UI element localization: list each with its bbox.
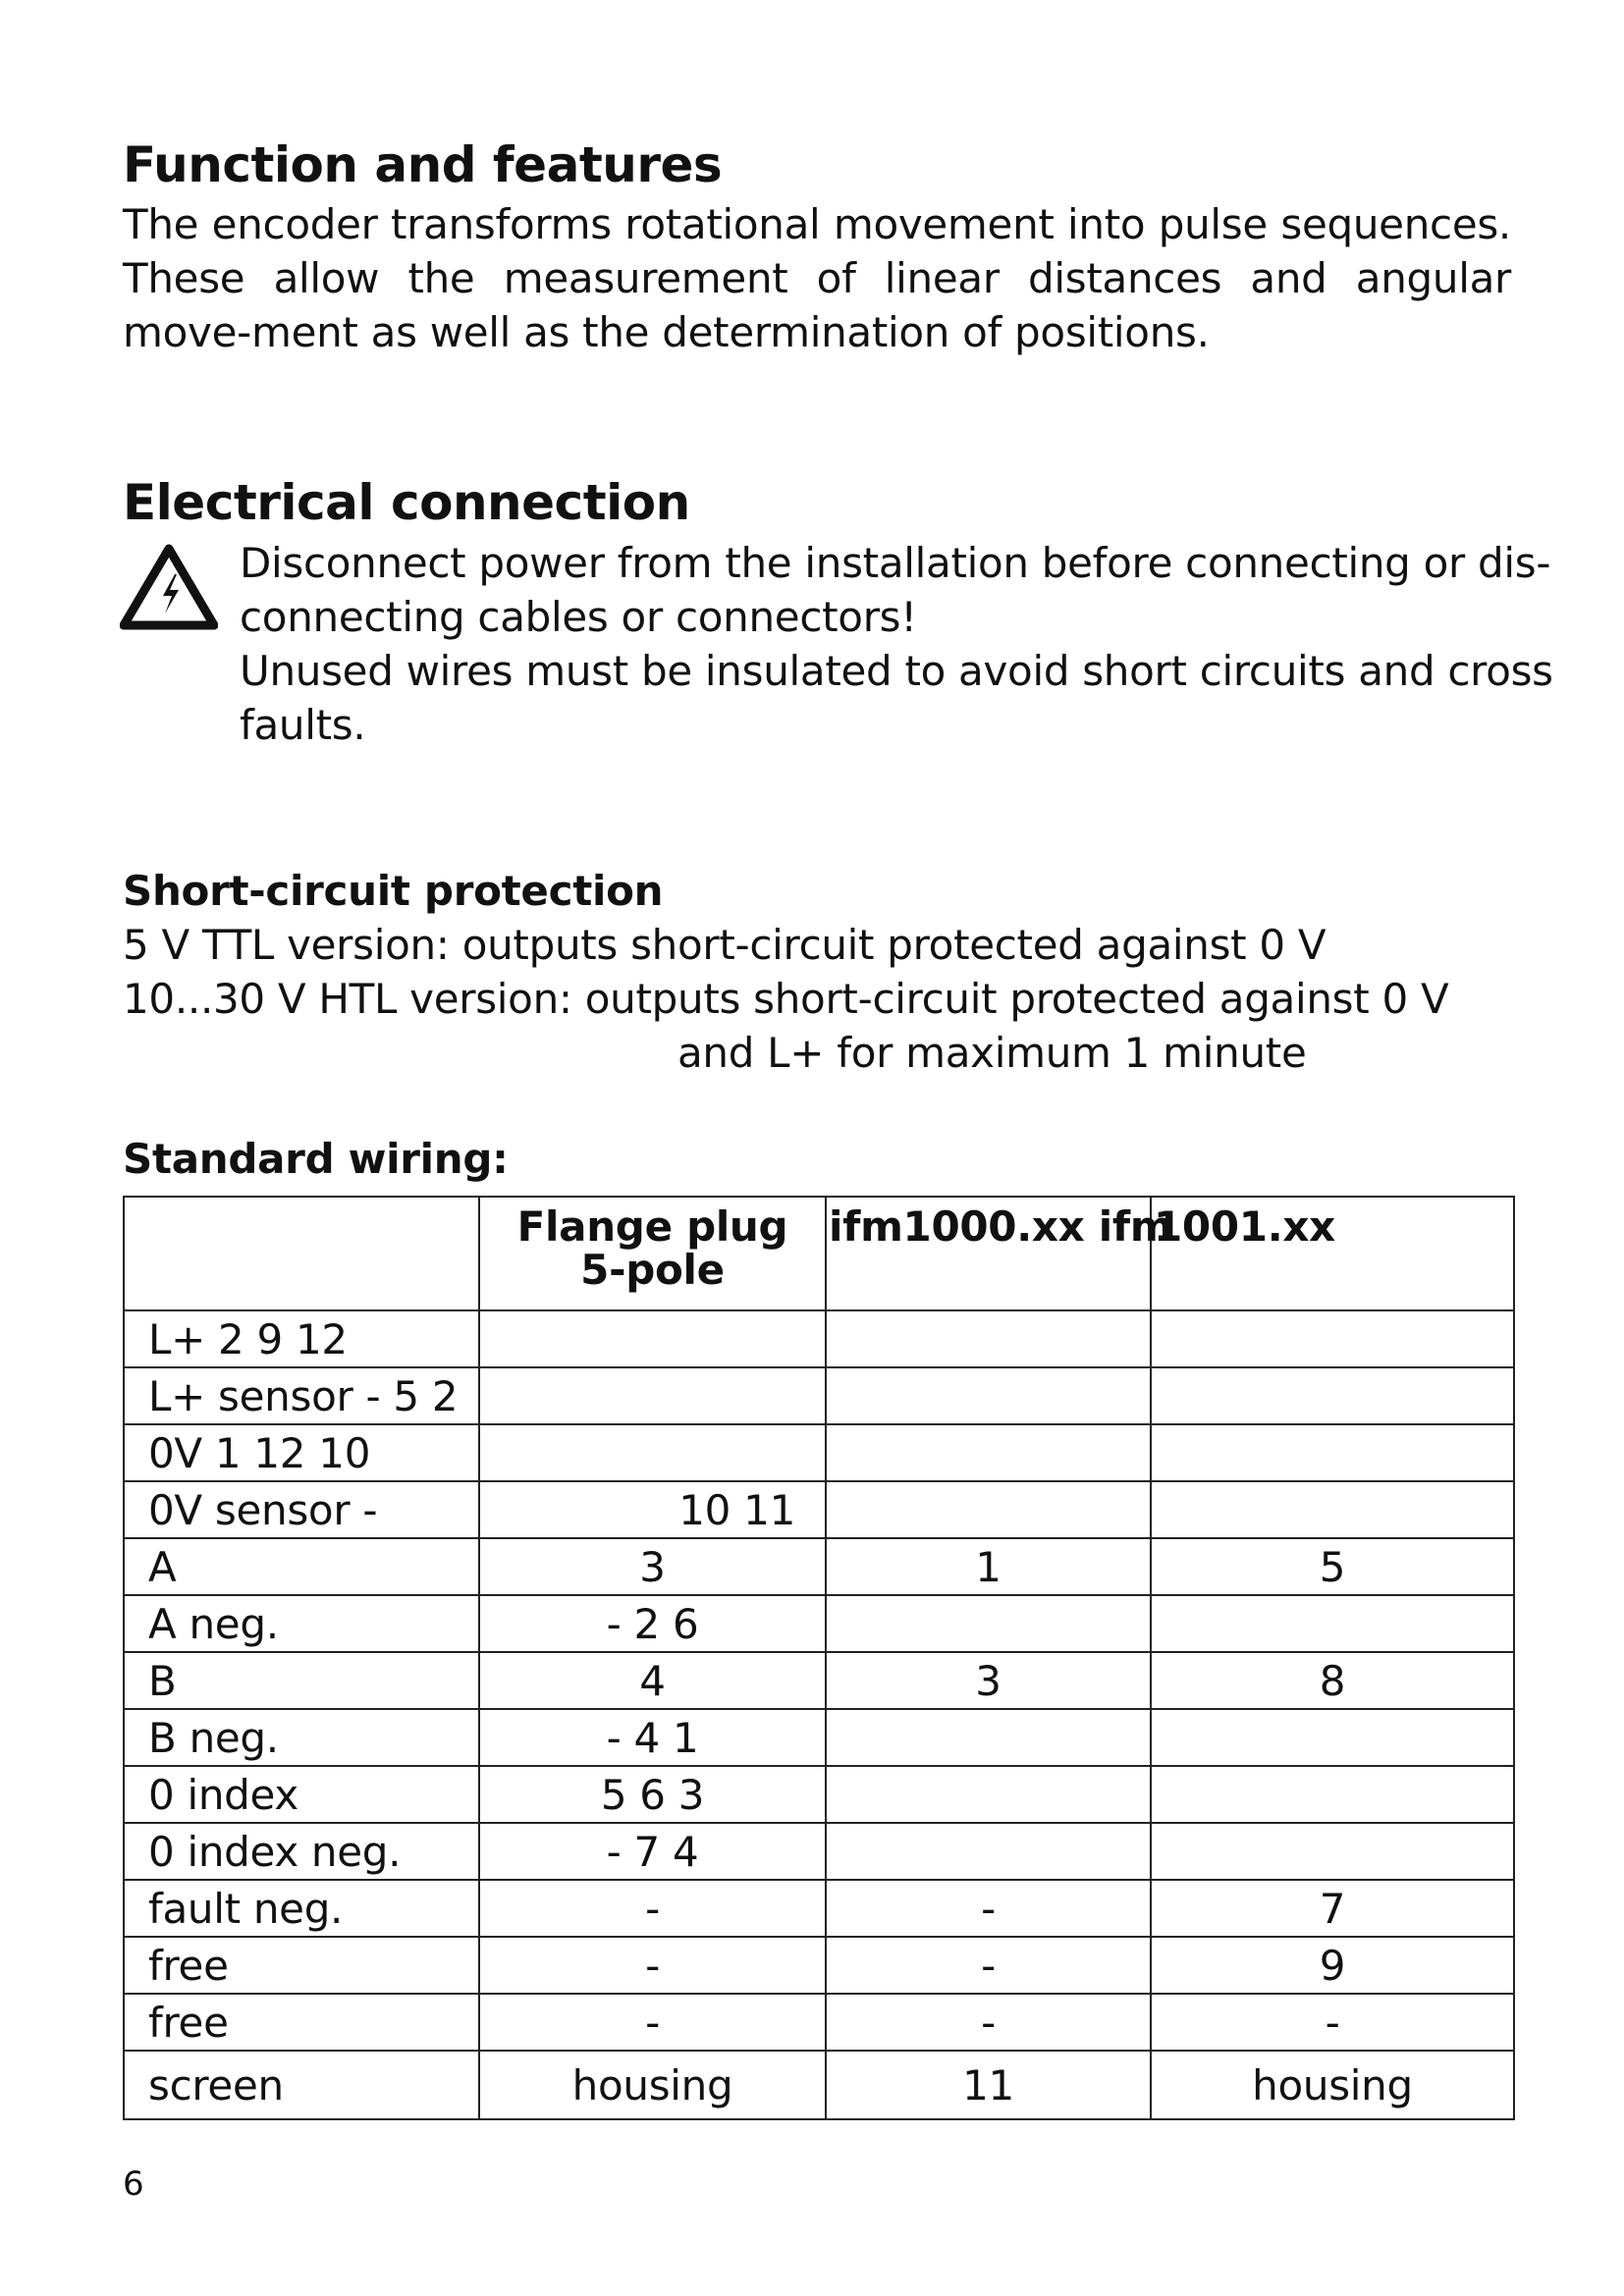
table-cell — [1151, 1823, 1514, 1880]
table-cell — [826, 1709, 1151, 1766]
table-cell: - 2 6 — [479, 1595, 826, 1652]
table-cell: 9 — [1151, 1937, 1514, 1994]
table-cell: L+ 2 9 12 — [124, 1310, 479, 1367]
table-cell: screen — [124, 2051, 479, 2119]
table-row — [124, 1994, 1514, 2051]
table-cell — [1151, 1766, 1514, 1823]
table-cell: A — [124, 1538, 479, 1595]
table-cell: free — [124, 1937, 479, 1994]
table-row — [124, 2051, 1514, 2119]
table-cell: 5 — [1151, 1538, 1514, 1595]
table-cell: 3 — [479, 1538, 826, 1595]
header-flange-line1: Flange plug — [516, 1202, 788, 1251]
table-row — [124, 1937, 1514, 1994]
table-cell — [826, 1481, 1151, 1538]
function-description: The encoder transforms rotational movement into pulse sequences. These allow the measurement of linear distances and angular move-ment as well as the determination of positions. — [123, 200, 1511, 356]
table-row — [124, 1538, 1514, 1595]
table-cell: - — [1151, 1994, 1514, 2051]
table-cell: 0V sensor - — [124, 1481, 479, 1538]
table-cell: - — [479, 1880, 826, 1937]
header-cell-signal — [124, 1197, 479, 1310]
table-cell: 0V 1 12 10 — [124, 1424, 479, 1481]
table-cell — [826, 1595, 1151, 1652]
header-flange-line2: 5-pole — [580, 1246, 725, 1294]
table-cell — [826, 1823, 1151, 1880]
table-cell: - — [826, 1880, 1151, 1937]
standard-wiring-table — [123, 1196, 1515, 2120]
table-cell: 5 6 3 — [479, 1766, 826, 1823]
table-cell: - — [479, 1994, 826, 2051]
short-circuit-line: 10...30 V HTL version: outputs short-circuit protected against 0 V — [123, 975, 1449, 1023]
table-cell: - 4 1 — [479, 1709, 826, 1766]
table-row — [124, 1766, 1514, 1823]
table-cell: B — [124, 1652, 479, 1709]
warning-text-line: Disconnect power from the installation before connecting or dis- — [240, 539, 1551, 587]
table-header-row — [124, 1197, 1514, 1310]
header-cell-flange-plug — [479, 1197, 826, 1310]
table-row — [124, 1595, 1514, 1652]
table-cell: A neg. — [124, 1595, 479, 1652]
warning-text-line: connecting cables or connectors! — [240, 593, 917, 641]
electrical-hazard-warning-icon — [120, 543, 218, 631]
table-row — [124, 1823, 1514, 1880]
header-cell-ifm1001: 1001.xx — [1151, 1197, 1514, 1310]
table-cell — [1151, 1481, 1514, 1538]
table-cell: 0 index neg. — [124, 1823, 479, 1880]
table-cell: housing — [1151, 2051, 1514, 2119]
section-heading-short-circuit: Short-circuit protection — [123, 867, 664, 915]
table-row — [124, 1880, 1514, 1937]
table-cell: 11 — [826, 2051, 1151, 2119]
table-cell: 3 — [826, 1652, 1151, 1709]
table-cell: - — [826, 1937, 1151, 1994]
header-cell-ifm1000: ifm1000.xx ifm — [826, 1197, 1151, 1310]
warning-text-line: faults. — [240, 701, 366, 749]
table-cell — [826, 1766, 1151, 1823]
table-cell — [826, 1367, 1151, 1424]
table-row — [124, 1481, 1514, 1538]
short-circuit-line: 5 V TTL version: outputs short-circuit protected against 0 V — [123, 921, 1326, 969]
table-cell — [479, 1424, 826, 1481]
table-cell: 4 — [479, 1652, 826, 1709]
table-cell: housing — [479, 2051, 826, 2119]
table-cell: B neg. — [124, 1709, 479, 1766]
table-cell: fault neg. — [124, 1880, 479, 1937]
table-cell — [826, 1424, 1151, 1481]
table-cell: - — [479, 1937, 826, 1994]
table-cell — [479, 1367, 826, 1424]
section-heading-standard-wiring: Standard wiring: — [123, 1135, 509, 1183]
table-cell: 10 11 — [479, 1481, 826, 1538]
table-cell: 0 index — [124, 1766, 479, 1823]
table-cell: - 7 4 — [479, 1823, 826, 1880]
table-cell — [1151, 1595, 1514, 1652]
table-cell: 1 — [826, 1538, 1151, 1595]
table-cell: 8 — [1151, 1652, 1514, 1709]
table-cell: free — [124, 1994, 479, 2051]
table-cell — [479, 1310, 826, 1367]
short-circuit-line: and L+ for maximum 1 minute — [677, 1029, 1307, 1077]
table-cell — [1151, 1310, 1514, 1367]
table-cell — [1151, 1424, 1514, 1481]
table-row — [124, 1310, 1514, 1367]
table-row — [124, 1652, 1514, 1709]
table-row — [124, 1367, 1514, 1424]
table-row — [124, 1424, 1514, 1481]
section-heading-function: Function and features — [123, 136, 723, 193]
table-cell — [1151, 1709, 1514, 1766]
table-cell: L+ sensor - 5 2 — [124, 1367, 479, 1424]
warning-text-line: Unused wires must be insulated to avoid short circuits and cross — [240, 647, 1553, 695]
table-row — [124, 1709, 1514, 1766]
table-cell — [1151, 1367, 1514, 1424]
section-heading-electrical: Electrical connection — [123, 474, 690, 531]
page-number: 6 — [123, 2164, 144, 2204]
table-cell: - — [826, 1994, 1151, 2051]
table-cell — [826, 1310, 1151, 1367]
table-cell: 7 — [1151, 1880, 1514, 1937]
